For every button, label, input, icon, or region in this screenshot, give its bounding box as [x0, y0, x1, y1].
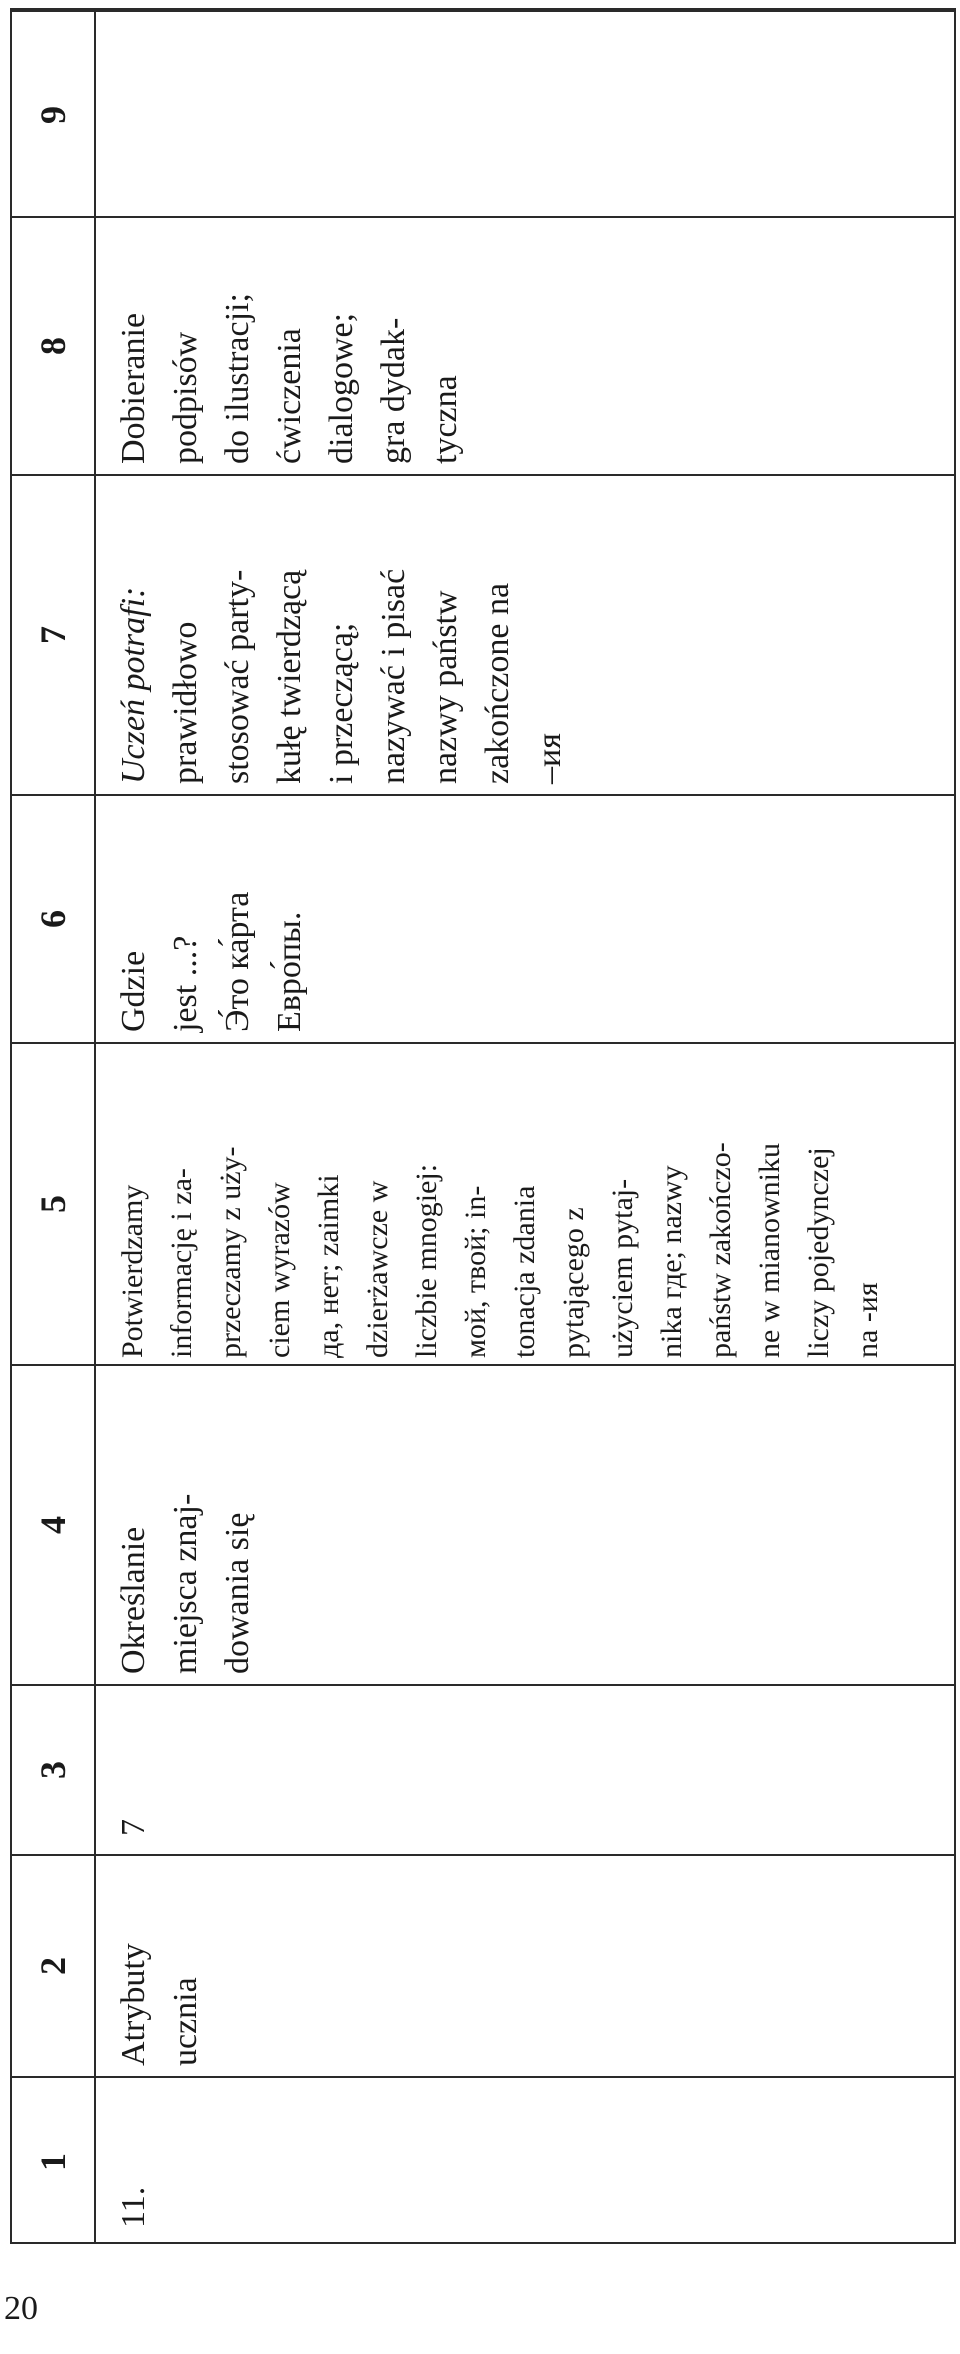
col7-text — [108, 569, 576, 784]
column-5 — [12, 1042, 954, 1364]
cell-col1 — [96, 2078, 954, 2246]
page-number: 20 — [4, 2290, 38, 2327]
cell-col2 — [96, 1856, 954, 2076]
cell-col4 — [96, 1366, 954, 1684]
header-cell-8: 8 — [33, 337, 73, 355]
header-cell-3: 3 — [33, 1761, 73, 1779]
cell-col5 — [96, 1044, 954, 1364]
col7-body: prawidłowo stosować party- kułę twierdzącą i przeczącą; nazywać i pisać nazwy państw zakończone na –ия — [167, 568, 568, 784]
col5-text: Potwierdzamy informację i za- przeczamy z uży- ciem wyrazów да, нет; zaimki dzierżawcze w liczbie mnogiej: мой, твой; in- tonacja zdania pytającego z użyciem pytaj- nika где; nazwy państw zakończo- ne w mianowniku liczy pojedynczej na -ия — [116, 1142, 884, 1358]
header-cell-7: 7 — [33, 626, 73, 644]
column-3 — [12, 1684, 954, 1854]
lesson-table — [10, 8, 956, 2244]
cell-col8 — [96, 218, 954, 474]
col8-text: Dobieranie podpisów do ilustracji; ćwiczenia dialogowe; gra dydak- tyczna — [115, 293, 464, 464]
col3-text: 7 — [115, 1819, 152, 1836]
header-cell-4: 4 — [33, 1516, 73, 1534]
header-cell-6: 6 — [33, 910, 73, 928]
col4-text: Określanie miejsca znaj- dowania się — [115, 1493, 256, 1674]
cell-col6 — [96, 796, 954, 1042]
cell-col7 — [96, 476, 954, 794]
column-2 — [12, 1854, 954, 2076]
col7-italic-heading: Uczeń potrafi: — [115, 586, 152, 784]
cell-col9 — [96, 12, 954, 218]
col1-text: 11. — [115, 2186, 152, 2228]
column-4 — [12, 1364, 954, 1684]
column-9 — [12, 10, 954, 216]
col6-text: Gdzie jest ...? Э́то ка́рта Евро́пы. — [115, 891, 308, 1032]
header-cell-5: 5 — [33, 1195, 73, 1213]
cell-col3 — [96, 1686, 954, 1854]
column-7 — [12, 474, 954, 794]
column-6 — [12, 794, 954, 1042]
header-cell-1: 1 — [33, 2153, 73, 2171]
column-1 — [12, 2076, 954, 2246]
col2-text: Atrybuty ucznia — [115, 1943, 204, 2066]
header-cell-2: 2 — [33, 1957, 73, 1975]
column-8 — [12, 216, 954, 474]
header-cell-9: 9 — [33, 106, 73, 124]
